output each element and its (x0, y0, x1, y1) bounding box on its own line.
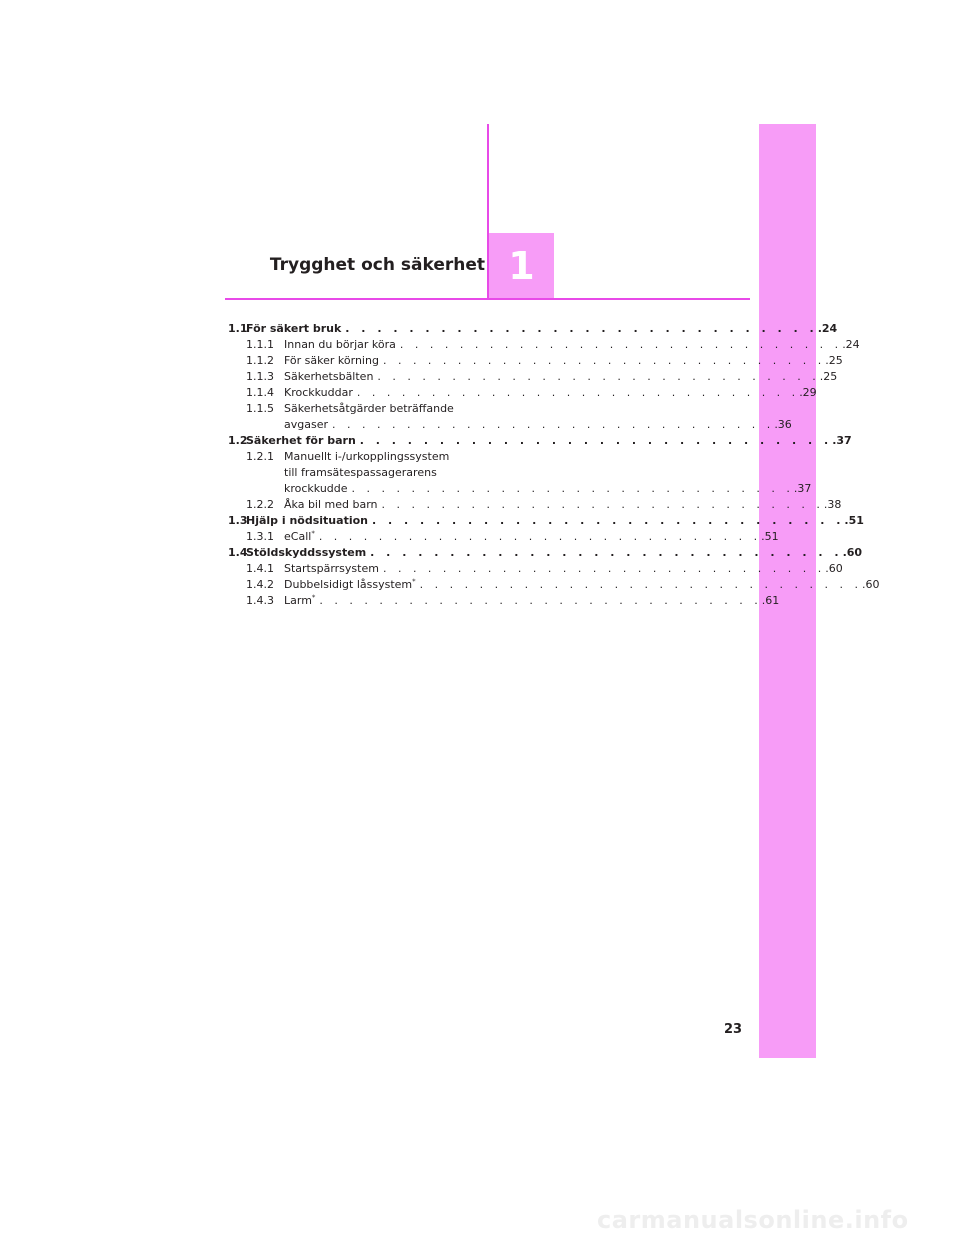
toc-entry-label (284, 337, 396, 353)
toc-entry-number: 1.3 (228, 514, 248, 527)
toc-entry-label-text: För säkert bruk (246, 322, 342, 335)
toc-entry-label-text: till framsätespassagerarens (284, 466, 437, 479)
page-number: 23 (724, 1022, 743, 1037)
toc-entry-label (284, 449, 449, 465)
toc-entry-label-text: Säkerhetsåtgärder beträffande (284, 402, 454, 415)
toc-subsection-entry[interactable] (228, 497, 842, 513)
toc-entry-number: 1.4 (228, 546, 248, 559)
toc-section-entry[interactable] (228, 433, 852, 449)
toc-entry-page: .24 (817, 322, 838, 335)
horizontal-rule (225, 298, 750, 300)
toc-subsection-entry[interactable] (228, 593, 780, 609)
toc-entry-page: .37 (793, 482, 812, 495)
toc-leader-dots: . . . . . . . . . . . . . . . . . . . . . . . . . . . . . . (319, 594, 762, 607)
toc-entry-number: 1.2.2 (246, 498, 274, 511)
toc-leader-dots: . . . . . . . . . . . . . . . . . . . . . . . . . . . . . . (351, 482, 794, 495)
toc-entry-label (284, 577, 416, 593)
toc-entry-label (284, 497, 378, 513)
toc-entry-page: .51 (844, 514, 864, 527)
table-of-contents (228, 321, 880, 609)
toc-section-entry[interactable] (228, 513, 864, 529)
toc-leader-dots: . . . . . . . . . . . . . . . . . . . . . . . . . . . . . . (377, 370, 820, 383)
toc-leader-dots: . . . . . . . . . . . . . . . . . . . . . . . . . . . . . . (345, 322, 818, 335)
toc-leader-dots: . . . . . . . . . . . . . . . . . . . . . . . . . . . . . . (371, 514, 845, 527)
toc-entry-label (284, 561, 379, 577)
toc-entry-label-text: Innan du börjar köra (284, 338, 396, 351)
toc-leader-dots: . . . . . . . . . . . . . . . . . . . . . . . . . . . . . . (382, 562, 826, 575)
toc-entry-number: 1.1.5 (246, 402, 274, 415)
toc-subsection-entry[interactable] (228, 465, 467, 481)
toc-entry-page: .51 (761, 530, 779, 543)
toc-subsection-entry[interactable] (228, 529, 779, 545)
toc-entry-label-text: Hjälp i nödsituation (246, 514, 368, 527)
toc-subsection-entry[interactable] (228, 385, 817, 401)
toc-entry-page: .25 (825, 354, 843, 367)
toc-leader-dots: . . . . . . . . . . . . . . . . . . . . . . . . . . . . . . (381, 498, 824, 511)
toc-entry-label-text: Stöldskyddssystem (246, 546, 367, 559)
toc-entry-label (284, 593, 315, 609)
toc-entry-label-text: För säker körning (284, 354, 379, 367)
toc-entry-label (284, 401, 454, 417)
toc-entry-label (246, 321, 341, 337)
toc-leader-dots: . . . . . . . . . . . . . . . . . . . . . . . . . . . . . . (356, 386, 800, 399)
toc-entry-label-text: Åka bil med barn (284, 498, 378, 511)
toc-leader-dots: . . . . . . . . . . . . . . . . . . . . . . . . . . . . . . (399, 338, 843, 351)
toc-entry-number: 1.2 (228, 434, 248, 447)
toc-entry-label-text: Manuellt i-/urkopplingssystem (284, 450, 450, 463)
toc-leader-dots: . . . . . . . . . . . . . . . . . . . . . . . . . . . . . . (370, 546, 843, 559)
toc-leader-dots: . . . . . . . . . . . . . . . . . . . . . . . . . . . . . . (382, 354, 826, 367)
toc-entry-label (284, 529, 315, 545)
chapter-title: Trygghet och säkerhet (269, 255, 485, 275)
toc-entry-label-text: avgaser (284, 418, 328, 431)
toc-leader-dots: . . . . . . . . . . . . . . . . . . . . . . . . . . . . . . (318, 530, 762, 543)
toc-entry-page: .61 (761, 594, 780, 607)
toc-entry-page: .60 (825, 562, 843, 575)
toc-entry-number: 1.4.1 (246, 562, 274, 575)
toc-entry-label (284, 353, 379, 369)
toc-entry-page: .29 (799, 386, 817, 399)
toc-subsection-entry[interactable] (228, 577, 880, 593)
toc-entry-number: 1.4.3 (246, 594, 274, 607)
toc-entry-label-text: Larm (284, 594, 312, 607)
toc-subsection-entry[interactable] (228, 353, 843, 369)
toc-leader-dots: . . . . . . . . . . . . . . . . . . . . . . . . . . . . . . (359, 434, 833, 447)
toc-entry-label (284, 417, 328, 433)
toc-entry-label (246, 545, 366, 561)
toc-entry-number: 1.1.3 (246, 370, 274, 383)
footnote-marker: * (412, 577, 416, 586)
toc-subsection-entry[interactable] (228, 561, 843, 577)
toc-entry-number: 1.1.1 (246, 338, 274, 351)
watermark: carmanualsonline.info (597, 1206, 909, 1234)
toc-entry-label-text: Säkerhet för barn (246, 434, 356, 447)
toc-subsection-entry[interactable] (228, 417, 792, 433)
chapter-number: 1 (508, 243, 535, 288)
toc-section-entry[interactable] (228, 545, 863, 561)
toc-leader-dots: . . . . . . . . . . . . . . . . . . . . . . . . . . . . . . (419, 578, 862, 591)
toc-subsection-entry[interactable] (228, 449, 467, 465)
toc-subsection-entry[interactable] (228, 369, 838, 385)
toc-entry-label-text: Krockkuddar (284, 386, 353, 399)
toc-entry-page: .36 (774, 418, 792, 431)
toc-entry-page: .60 (842, 546, 863, 559)
toc-entry-label (246, 433, 356, 449)
toc-entry-page: .24 (842, 338, 860, 351)
toc-entry-label (284, 465, 437, 481)
toc-entry-number: 1.1.2 (246, 354, 274, 367)
toc-subsection-entry[interactable] (228, 337, 860, 353)
toc-entry-page: .60 (861, 578, 880, 591)
toc-entry-page: .38 (823, 498, 842, 511)
toc-entry-label-text: krockkudde (284, 482, 348, 495)
toc-entry-label (284, 385, 353, 401)
toc-entry-label-text: Säkerhetsbälten (284, 370, 374, 383)
toc-entry-number: 1.2.1 (246, 450, 274, 463)
toc-leader-dots: . . . . . . . . . . . . . . . . . . . . . . . . . . . . . . (332, 418, 775, 431)
toc-section-entry[interactable] (228, 321, 838, 337)
toc-entry-label-text: eCall (284, 530, 312, 543)
toc-entry-page: .37 (832, 434, 852, 447)
toc-entry-number: 1.4.2 (246, 578, 274, 591)
toc-entry-label (284, 481, 348, 497)
chapter-number-box (489, 233, 554, 298)
toc-entry-number: 1.1 (228, 322, 248, 335)
toc-entry-page: .25 (819, 370, 838, 383)
toc-entry-label-text: Startspärrsystem (284, 562, 379, 575)
toc-subsection-entry[interactable] (228, 481, 812, 497)
footnote-marker: * (311, 593, 316, 602)
toc-subsection-entry[interactable] (228, 401, 467, 417)
footnote-marker: * (311, 529, 315, 538)
toc-entry-number: 1.1.4 (246, 386, 274, 399)
toc-entry-label-text: Dubbelsidigt låssystem (284, 578, 413, 591)
toc-entry-label (284, 369, 373, 385)
toc-entry-number: 1.3.1 (246, 530, 274, 543)
toc-entry-label (246, 513, 368, 529)
